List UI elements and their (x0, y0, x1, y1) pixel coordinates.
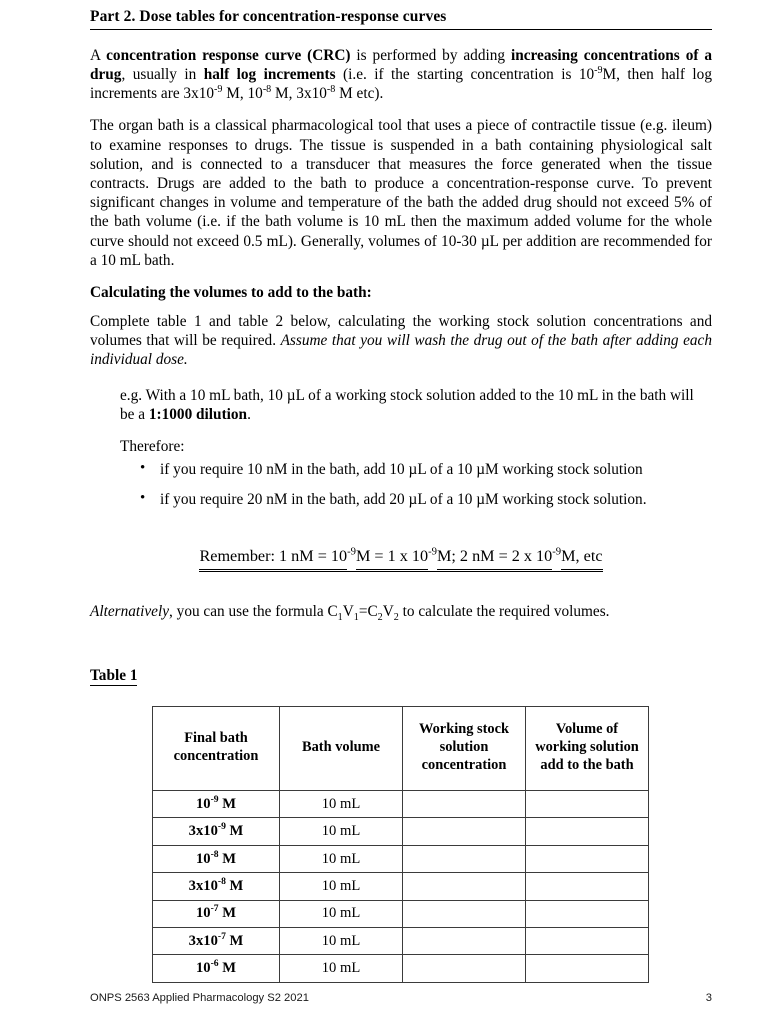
text-bold: half log increments (203, 66, 336, 83)
text-segment: , you can use the formula C (169, 602, 338, 620)
cell-bath-volume: 10 mL (280, 900, 403, 927)
cell-bath-volume: 10 mL (280, 955, 403, 982)
text-segment: Remember: 1 nM = 10 (199, 546, 347, 569)
cell-bath-volume: 10 mL (280, 873, 403, 900)
cell-final-concentration (153, 845, 280, 872)
cell-volume-to-add[interactable] (526, 845, 649, 872)
table-row (153, 845, 649, 872)
cell-working-stock-concentration[interactable] (403, 873, 526, 900)
concentration-unit: M (225, 823, 244, 840)
cell-bath-volume: 10 mL (280, 818, 403, 845)
text-bold: increasing concentrations of a drug (90, 46, 713, 83)
text-segment: V (382, 602, 394, 620)
text-segment: =C (358, 602, 378, 620)
superscript: -9 (552, 546, 562, 559)
text-segment: Complete table 1 and table 2 below, calculating the working stock solution concentrations and volumes that will be required. (90, 312, 712, 350)
table-row (153, 955, 649, 982)
concentration-prefix: 3x (188, 877, 204, 894)
subscript: 2 (393, 611, 399, 623)
table-header-row (153, 707, 649, 791)
concentration-prefix: 3x (188, 823, 204, 840)
paragraph-crc-intro (90, 46, 712, 104)
superscript: -9 (428, 546, 437, 559)
subscript: 2 (377, 611, 383, 623)
concentration-unit: M (225, 877, 244, 894)
text-segment: M; 2 nM = 2 x 10 (437, 546, 552, 569)
text-segment: A (90, 46, 107, 64)
table1-body (153, 791, 649, 983)
list-item: • if you require 20 nM in the bath, add 20 µL of a 10 µM working stock solution. (140, 490, 712, 509)
concentration-base: 10 (203, 877, 218, 894)
cell-final-concentration (153, 791, 280, 818)
cell-working-stock-concentration[interactable] (403, 791, 526, 818)
concentration-unit: M (218, 795, 237, 812)
concentration-unit: M (225, 932, 244, 949)
text-segment: is performed by adding (350, 46, 511, 64)
text-segment: M etc). (335, 85, 384, 103)
superscript: -9 (594, 64, 603, 76)
concentration-exponent: -8 (210, 848, 219, 860)
text-segment: , usually in (121, 66, 204, 83)
table-row (153, 928, 649, 955)
cell-volume-to-add[interactable] (526, 818, 649, 845)
cell-working-stock-concentration[interactable] (403, 818, 526, 845)
text-bold: 1:1000 dilution (148, 405, 248, 423)
table-row (153, 873, 649, 900)
cell-volume-to-add[interactable] (526, 873, 649, 900)
text-segment: (i.e. if the starting concentration is 10 (335, 66, 595, 83)
text-segment: M, then half log increments are 3x10 (90, 66, 712, 103)
superscript: -8 (326, 84, 336, 96)
table1-label: Table 1 (90, 667, 137, 686)
cell-volume-to-add[interactable] (526, 928, 649, 955)
dose-table-1 (152, 706, 649, 983)
th-working-stock-concentration: Working stock solution concentration (403, 707, 526, 791)
therefore-label: Therefore: (120, 437, 185, 455)
concentration-exponent: -9 (217, 821, 226, 833)
concentration-base: 10 (195, 905, 211, 922)
concentration-base: 10 (195, 795, 211, 812)
cell-bath-volume: 10 mL (280, 928, 403, 955)
text-segment: . (247, 405, 251, 423)
paragraph-alternatively (90, 602, 712, 621)
cell-working-stock-concentration[interactable] (403, 928, 526, 955)
text-segment: V (342, 602, 354, 620)
superscript: -9 (347, 546, 356, 559)
document-page (90, 0, 712, 1024)
cell-final-concentration (153, 873, 280, 900)
concentration-unit: M (218, 850, 237, 867)
cell-working-stock-concentration[interactable] (403, 955, 526, 982)
concentration-exponent: -7 (217, 930, 226, 942)
paragraph-organ-bath: The organ bath is a classical pharmacological tool that uses a piece of contractile tissue (e.g. ileum) to examine responses to drugs. The tissue is suspended in a bath containing physiological salt solution, and is connected to a transducer that measures the force generated when the tissue contracts. Drugs are added to the bath to produce a concentration-response curve. To prevent significant changes in volume and temperature of the bath the added drug should not exceed 5% of the bath volume (i.e. if the bath volume is 10 mL then the maximum added volume for the whole curve should not exceed 0.5 mL). Generally, volumes of 10-30 µL per addition are recommended for a 10 mL bath. (90, 117, 712, 269)
page-footer (90, 992, 712, 1004)
cell-bath-volume: 10 mL (280, 845, 403, 872)
table1-caption-row (90, 667, 712, 686)
th-bath-volume: Bath volume (280, 707, 403, 791)
text-segment: M, 3x10 (271, 85, 327, 103)
cell-working-stock-concentration[interactable] (403, 900, 526, 927)
subscript: 1 (337, 611, 343, 623)
concentration-base: 10 (203, 823, 218, 840)
table-row (153, 818, 649, 845)
table1-wrapper (152, 706, 648, 983)
cell-final-concentration (153, 928, 280, 955)
cell-final-concentration (153, 900, 280, 927)
text-segment: M = 1 x 10 (356, 546, 428, 569)
text-italic: Assume that you will wash the drug out of the bath after adding each individual dose. (90, 332, 712, 369)
text-bold: concentration response curve (CRC) (106, 46, 351, 64)
section-heading: Part 2. Dose tables for concentration-response curves (90, 8, 447, 25)
table-row (153, 900, 649, 927)
superscript: -9 (214, 84, 223, 96)
text-segment: e.g. With a 10 mL bath, 10 µL of a working stock solution added to the 10 mL in the bath will be a (120, 386, 694, 423)
th-final-bath-concentration: Final bath concentration (153, 707, 280, 791)
concentration-unit: M (218, 960, 237, 977)
paragraph-complete-tables (90, 312, 712, 370)
concentration-exponent: -9 (210, 793, 219, 805)
cell-final-concentration (153, 955, 280, 982)
footer-page-number: 3 (705, 992, 712, 1004)
concentration-unit: M (218, 905, 237, 922)
example-block (120, 386, 712, 424)
concentration-base: 10 (203, 932, 218, 949)
concentration-base: 10 (195, 960, 211, 977)
subheading-calculating-volumes: Calculating the volumes to add to the bath: (90, 283, 372, 301)
concentration-prefix: 3x (188, 932, 204, 949)
text-italic: Alternatively (90, 602, 170, 620)
table1-head (153, 707, 649, 791)
text-segment: M, 10 (222, 85, 263, 103)
concentration-exponent: -7 (210, 903, 219, 915)
concentration-base: 10 (195, 850, 211, 867)
concentration-exponent: -6 (210, 958, 219, 970)
cell-bath-volume: 10 mL (280, 791, 403, 818)
concentration-exponent: -8 (217, 876, 226, 888)
remember-note (90, 546, 712, 571)
cell-volume-to-add[interactable] (526, 791, 649, 818)
dilution-examples-list (90, 460, 712, 509)
subscript: 1 (353, 611, 359, 623)
table-row (153, 791, 649, 818)
remember-note-text (199, 546, 602, 571)
cell-final-concentration (153, 818, 280, 845)
th-volume-working-solution: Volume of working solution add to the bath (526, 707, 649, 791)
footer-course-label: ONPS 2563 Applied Pharmacology S2 2021 (90, 992, 309, 1004)
superscript: -8 (262, 84, 272, 96)
cell-volume-to-add[interactable] (526, 955, 649, 982)
text-segment: to calculate the required volumes. (398, 602, 610, 620)
cell-working-stock-concentration[interactable] (403, 845, 526, 872)
text-segment: M, etc (561, 546, 602, 569)
list-item: • if you require 10 nM in the bath, add 10 µL of a 10 µM working stock solution (140, 460, 712, 479)
cell-volume-to-add[interactable] (526, 900, 649, 927)
